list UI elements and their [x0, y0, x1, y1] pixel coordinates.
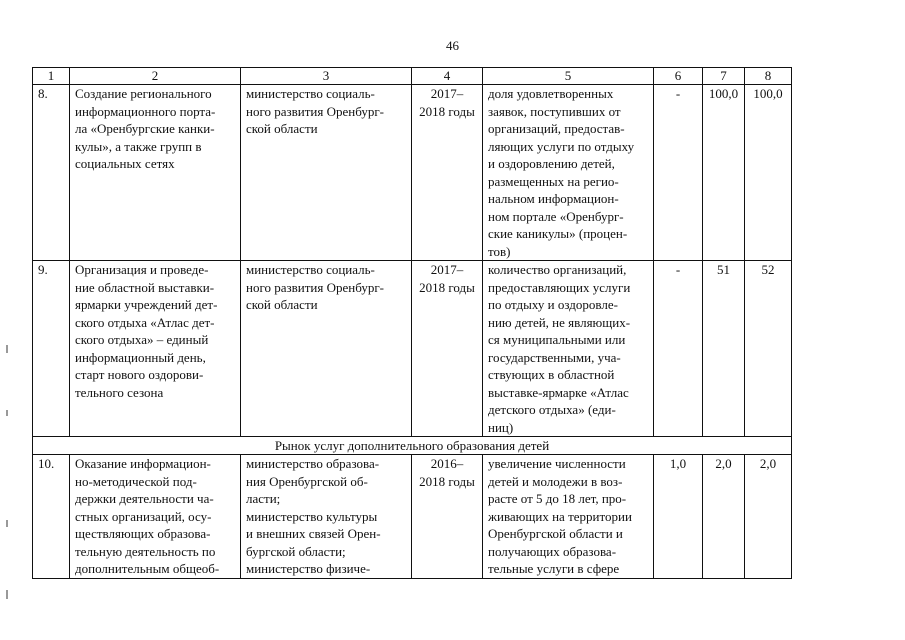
value-col6-cell: -: [654, 261, 703, 437]
event-cell: Создание регионального информационного порта- ла «Оренбургские канки- кулы», а также групп в социальных сетях: [70, 85, 241, 261]
table-row: [33, 261, 792, 437]
column-header: 8: [745, 68, 792, 85]
section-heading-row: [33, 437, 792, 455]
column-header: 3: [241, 68, 412, 85]
column-header: 6: [654, 68, 703, 85]
executor-cell: министерство социаль- ного развития Оренбург- ской области: [241, 261, 412, 437]
value-col8-cell: 52: [745, 261, 792, 437]
row-number: 9.: [33, 261, 70, 437]
value-col8-cell: 100,0: [745, 85, 792, 261]
measures-table: [32, 67, 792, 579]
scan-margin-mark: [6, 590, 8, 599]
period-cell: 2017– 2018 годы: [412, 261, 483, 437]
column-header: 5: [483, 68, 654, 85]
page-number: 46: [446, 38, 459, 53]
indicator-cell: увеличение численности детей и молодежи в воз- расте от 5 до 18 лет, про- живающих на территории Оренбургской области и получающих образова- тельные услуги в сфере: [483, 455, 654, 579]
value-col7-cell: 51: [703, 261, 745, 437]
column-header: 1: [33, 68, 70, 85]
value-col7-cell: 2,0: [703, 455, 745, 579]
value-col6-cell: 1,0: [654, 455, 703, 579]
scan-margin-mark: [6, 520, 8, 527]
scan-margin-mark: [6, 410, 8, 416]
value-col6-cell: -: [654, 85, 703, 261]
scan-margin-mark: [6, 345, 8, 353]
indicator-cell: количество организаций, предоставляющих услуги по отдыху и оздоровле- нию детей, не являющих- ся муниципальными или государственными, уча- ствующих в областной выставке-ярмарке «Атлас детского отдыха» (еди- ниц): [483, 261, 654, 437]
table-row: [33, 455, 792, 579]
table-header-row: [33, 68, 792, 85]
event-cell: Оказание информацион- но-методической под- держки деятельности ча- стных организаций, осу- ществляющих образова- тельную деятельность по дополнительным общеоб-: [70, 455, 241, 579]
column-header: 4: [412, 68, 483, 85]
row-number: 8.: [33, 85, 70, 261]
column-header: 2: [70, 68, 241, 85]
event-cell: Организация и проведе- ние областной выставки- ярмарки учреждений дет- ского отдыха «Атлас дет- ского отдыха» – единый информационный день, старт нового оздорови- тельного сезона: [70, 261, 241, 437]
row-number: 10.: [33, 455, 70, 579]
table-row: [33, 85, 792, 261]
executor-cell: министерство образова- ния Оренбургской об- ласти; министерство культуры и внешних связей Орен- бургской области; министерство физиче-: [241, 455, 412, 579]
column-header: 7: [703, 68, 745, 85]
period-cell: 2017– 2018 годы: [412, 85, 483, 261]
value-col8-cell: 2,0: [745, 455, 792, 579]
period-cell: 2016– 2018 годы: [412, 455, 483, 579]
value-col7-cell: 100,0: [703, 85, 745, 261]
section-heading: Рынок услуг дополнительного образования детей: [33, 437, 792, 455]
executor-cell: министерство социаль- ного развития Оренбург- ской области: [241, 85, 412, 261]
indicator-cell: доля удовлетворенных заявок, поступивших от организаций, предостав- ляющих услуги по отдыху и оздоровлению детей, размещенных на регио- нальном информацион- ном портале «Оренбург- ские каникулы» (процен- тов): [483, 85, 654, 261]
